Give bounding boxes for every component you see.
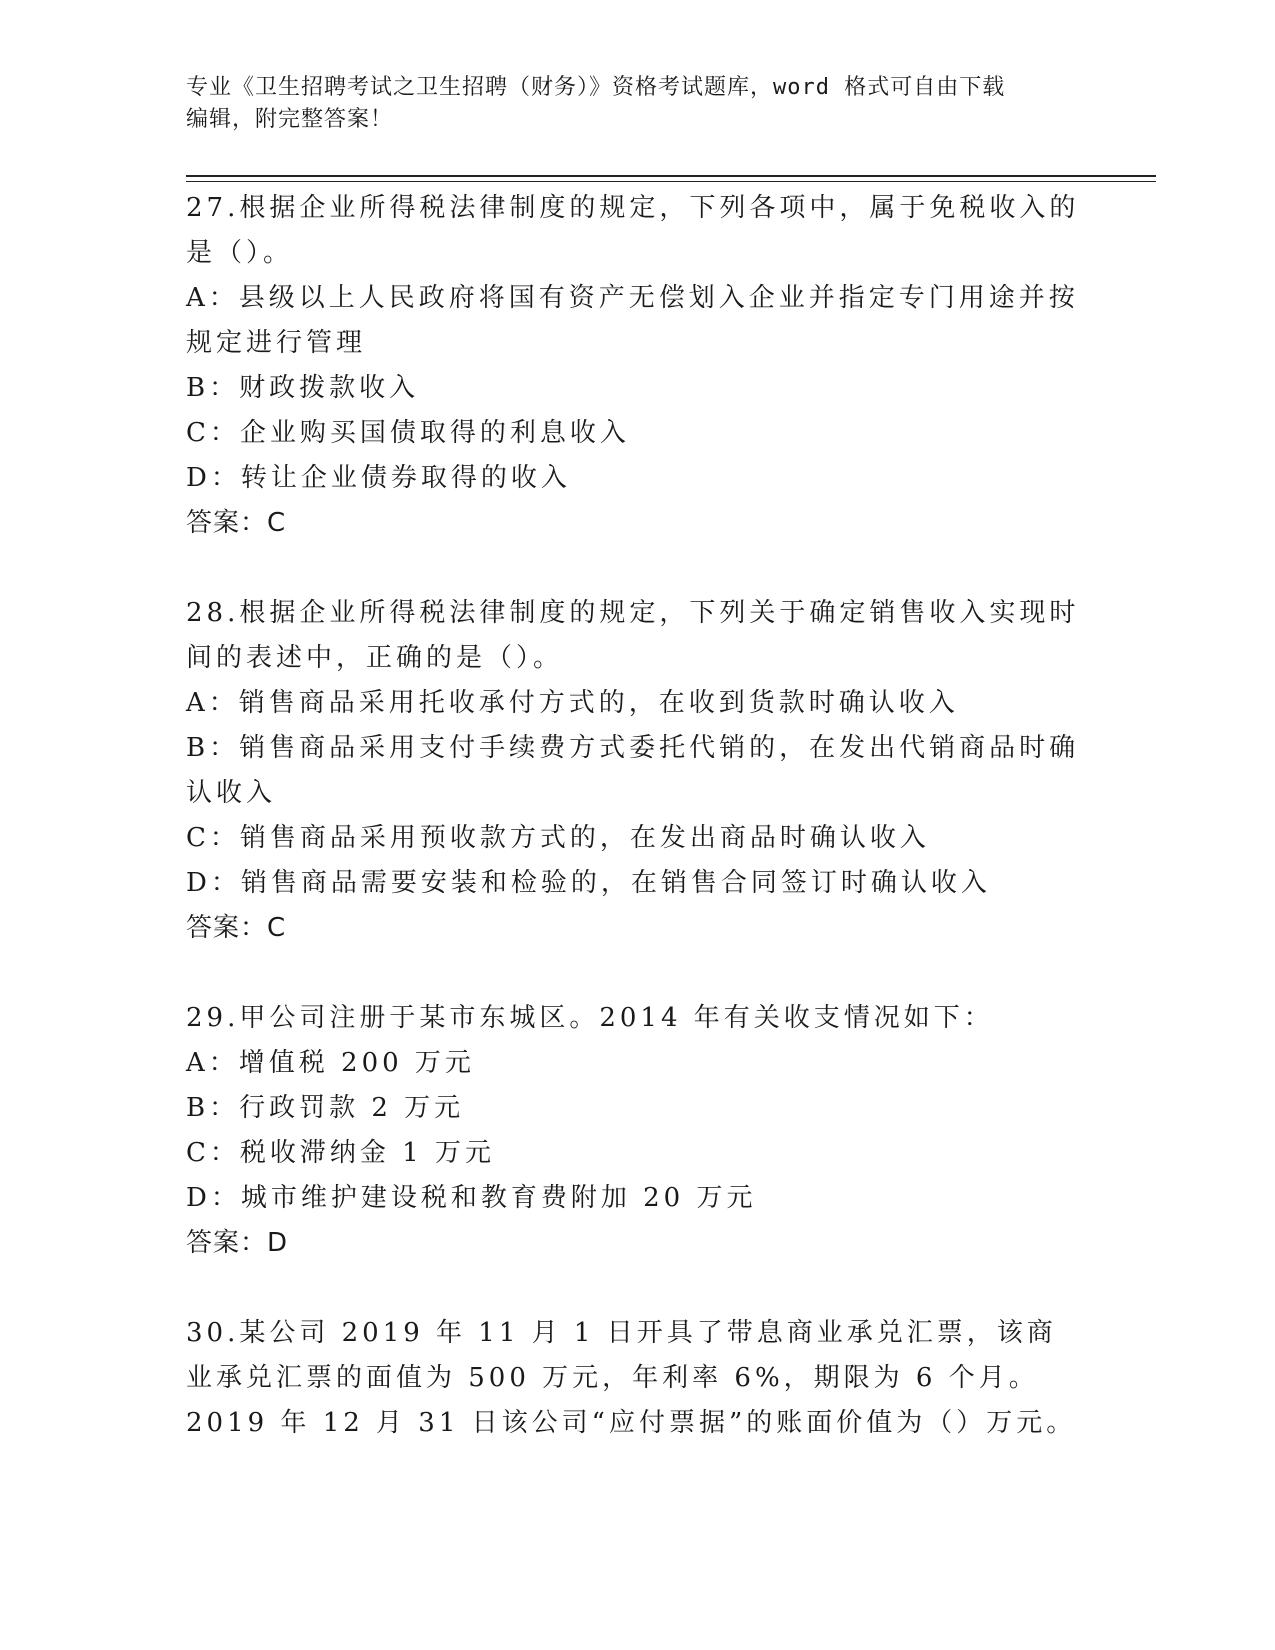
option-d: D：销售商品需要安装和检验的，在销售合同签订时确认收入: [186, 868, 991, 898]
answer-label: 答案：: [186, 508, 268, 538]
option-a: A：县级以上人民政府将国有资产无偿划入企业并指定专门用途并按规定进行管理: [186, 283, 1079, 358]
header-line-1: 专业《卫生招聘考试之卫生招聘（财务）》资格考试题库，word 格式可自由下载: [186, 75, 1006, 100]
header-divider-thin: [186, 181, 1156, 182]
question-text: 27.根据企业所得税法律制度的规定，下列各项中，属于免税收入的是（）。: [186, 193, 1080, 268]
option-d: D：转让企业债券取得的收入: [186, 463, 571, 493]
option-b: B：行政罚款 2 万元: [186, 1093, 465, 1123]
option-b: B：财政拨款收入: [186, 373, 420, 403]
option-a: A：增值税 200 万元: [186, 1048, 475, 1078]
document-page: [186, 0, 1156, 1650]
question-text: 29.甲公司注册于某市东城区。2014 年有关收支情况如下：: [186, 1003, 994, 1033]
header-line-2: 编辑，附完整答案！: [186, 107, 394, 132]
question-list: [186, 186, 1086, 1491]
option-b: B：销售商品采用支付手续费方式委托代销的，在发出代销商品时确认收入: [186, 733, 1080, 808]
option-c: C：销售商品采用预收款方式的，在发出商品时确认收入: [186, 823, 930, 853]
option-c: C：税收滞纳金 1 万元: [186, 1138, 495, 1168]
question-28: [186, 591, 1086, 951]
header-divider-thick: [186, 175, 1156, 177]
option-a: A：销售商品采用托收承付方式的，在收到货款时确认收入: [186, 688, 959, 718]
question-30: [186, 1311, 1086, 1446]
answer: [186, 1221, 1086, 1266]
answer-value: D: [267, 1228, 289, 1258]
question-text: 30.某公司 2019 年 11 月 1 日开具了带息商业承兑汇票，该商业承兑汇票的面值为 500 万元，年利率 6%，期限为 6 个月。2019 年 12 月 31 日该公司“应付票据”的账面价值为（）万元。: [186, 1318, 1077, 1438]
document-header: [186, 72, 1086, 136]
option-c: C：企业购买国债取得的利息收入: [186, 418, 630, 448]
answer: [186, 501, 1086, 546]
answer-label: 答案：: [186, 1228, 268, 1258]
question-text: 28.根据企业所得税法律制度的规定，下列关于确定销售收入实现时间的表述中，正确的是（）。: [186, 598, 1080, 673]
answer-label: 答案：: [186, 913, 268, 943]
option-d: D：城市维护建设税和教育费附加 20 万元: [186, 1183, 757, 1213]
answer-value: C: [267, 508, 287, 538]
answer-value: C: [267, 913, 287, 943]
question-29: [186, 996, 1086, 1266]
answer: [186, 906, 1086, 951]
question-27: [186, 186, 1086, 546]
